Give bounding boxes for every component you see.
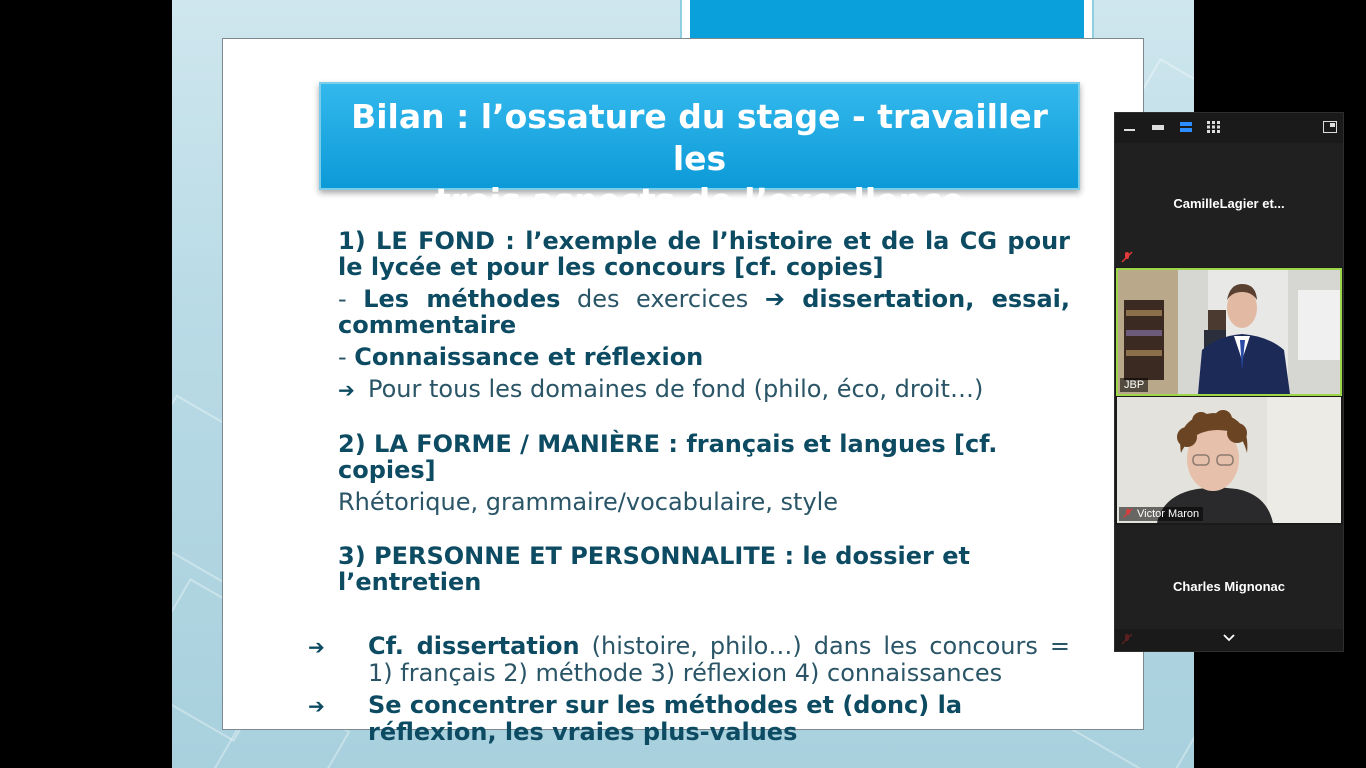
panel-toolbar [1115,113,1343,143]
section3-heading: 3) PERSONNE ET PERSONNALITE : le dossier et l’entretien [338,542,970,596]
participant-name: Victor Maron [1137,508,1200,520]
section2-text: Rhétorique, grammaire/vocabulaire, style [338,488,839,516]
minimize-icon[interactable] [1123,121,1137,133]
section1-item-methods [338,286,1070,338]
section1-item-knowledge [338,344,1070,370]
conclusion-1-light: (histoire, philo…) dans les concours = 1) français 2) méthode 3) réflexion 4) connaissances [368,632,1070,687]
video-feed [1117,397,1341,523]
mic-muted-icon [1123,508,1133,518]
slide-title [319,82,1080,220]
thumbnail-view-icon[interactable] [1151,121,1165,133]
dash: - [338,343,355,371]
section2-heading: 2) LA FORME / MANIÈRE : français et langues [cf. copies] [338,430,998,484]
arrow-icon: ➔ [338,378,355,402]
arrow-icon: ➔ [308,635,325,659]
methods-light: des exercices [560,285,765,313]
participant-video-victor[interactable] [1117,397,1341,523]
video-feed [1118,270,1340,394]
conclusion-1-bold: Cf. dissertation [368,632,580,660]
speaker-view-icon[interactable] [1179,121,1193,133]
conclusion-2-text: Se concentrer sur les méthodes et (donc) la réflexion, les vraies plus-values [368,691,963,746]
participants-panel [1114,112,1344,652]
conclusion-1 [308,632,1070,687]
gallery-view-icon[interactable] [1207,121,1221,133]
section1-item-domains [338,376,1070,403]
knowledge-bold: Connaissance et réflexion [354,343,704,371]
mic-muted-icon [1121,633,1133,645]
domains-text: Pour tous les domaines de fond (philo, éco, droit…) [368,375,984,403]
methods-tail: dissertation, essai, commentaire [338,285,1070,339]
arrow-icon: ➔ [308,694,325,718]
participant-name: CamilleLagier et... [1173,196,1285,211]
slide-content [308,227,1070,746]
slide-title-line1: Bilan : l’ossature du stage - travailler les [351,97,1048,178]
participant-tile-camille[interactable] [1115,143,1343,267]
conclusion-2 [308,691,1070,746]
exit-fullscreen-icon[interactable] [1323,121,1337,133]
mic-muted-icon [1121,251,1133,263]
section1-heading: 1) LE FOND : l’exemple de l’histoire et de la CG pour le lycée et pour les concours [cf. copies] [338,227,1070,281]
chevron-down-icon[interactable] [1222,633,1236,643]
participant-label [1119,507,1203,521]
participant-video-jbp[interactable] [1116,268,1342,396]
methods-bold: Les méthodes [363,285,561,313]
participant-tile-charles[interactable] [1115,525,1343,629]
slide-title-line2: trois aspects de l’excellence [435,181,964,220]
participant-name: Charles Mignonac [1173,579,1285,594]
participant-label: JBP [1120,378,1148,392]
arrow-icon: ➔ [764,285,785,313]
dash: - [338,285,364,313]
